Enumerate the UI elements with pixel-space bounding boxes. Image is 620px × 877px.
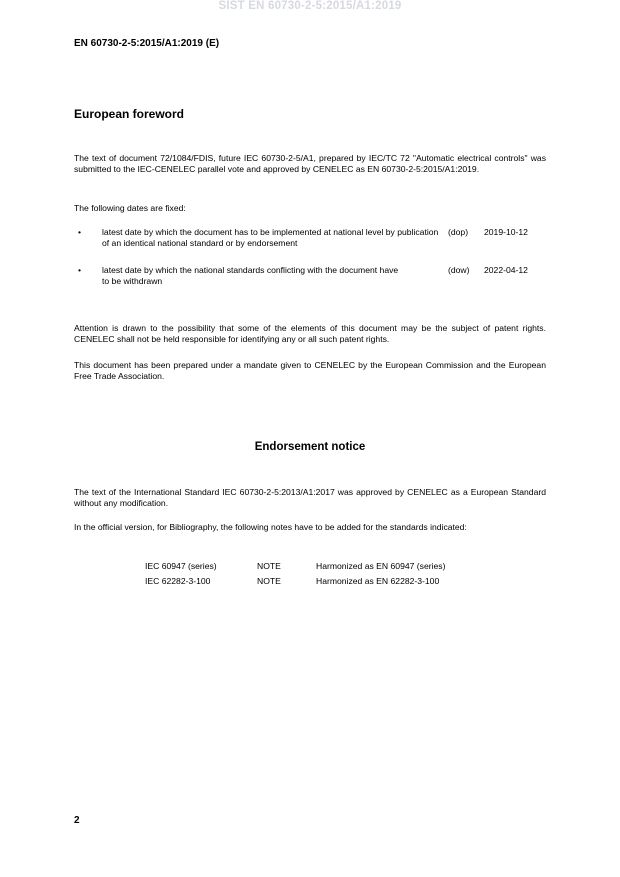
endorsement-text: The text of the International Standard IEC 60730-2-5:2013/A1:2017 was approved by CENELEC as a European Standard without any modification. — [74, 487, 546, 508]
date-item-value: 2022-04-12 — [484, 265, 528, 275]
note-label: NOTE — [257, 561, 281, 571]
date-item-text: latest date by which the national standards conflicting with the document have to be withdrawn — [102, 265, 399, 286]
note-standard: IEC 60947 (series) — [145, 561, 217, 571]
attention-paragraph: Attention is drawn to the possibility that some of the elements of this document may be the subject of patent rights. CENELEC shall not be held responsible for identifying any or all such patent rights. — [74, 323, 546, 344]
watermark: SIST EN 60730-2-5:2015/A1:2019 — [218, 0, 402, 12]
date-item-code: (dow) — [448, 265, 470, 275]
endorsement-title: Endorsement notice — [254, 441, 366, 453]
foreword-intro: The text of document 72/1084/FDIS, future IEC 60730-2-5/A1, prepared by IEC/TC 72 "Automatic electrical controls" was submitted to the IEC-CENELEC parallel vote and approved by CENELEC as EN 60730-2-5:2015/A1:2019. — [74, 153, 546, 174]
page-number: 2 — [74, 815, 80, 826]
foreword-title: European foreword — [74, 107, 185, 121]
bullet: • — [78, 227, 82, 237]
note-standard: IEC 62282-3-100 — [145, 576, 211, 586]
note-text: Harmonized as EN 62282-3-100 — [316, 576, 440, 586]
bibliography-intro: In the official version, for Bibliography, the following notes have to be added for the standards indicated: — [74, 522, 467, 532]
bullet: • — [78, 265, 82, 275]
note-label: NOTE — [257, 576, 281, 586]
date-item-text: latest date by which the document has to be implemented at national level by publication of an identical national standard or by endorsement — [102, 227, 439, 248]
date-item-code: (dop) — [448, 227, 469, 237]
mandate-paragraph: This document has been prepared under a mandate given to CENELEC by the European Commission and the European Free Trade Association. — [74, 360, 546, 381]
document-header: EN 60730-2-5:2015/A1:2019 (E) — [74, 38, 220, 49]
note-text: Harmonized as EN 60947 (series) — [316, 561, 446, 571]
dates-intro: The following dates are fixed: — [74, 203, 186, 213]
date-item-value: 2019-10-12 — [484, 227, 528, 237]
